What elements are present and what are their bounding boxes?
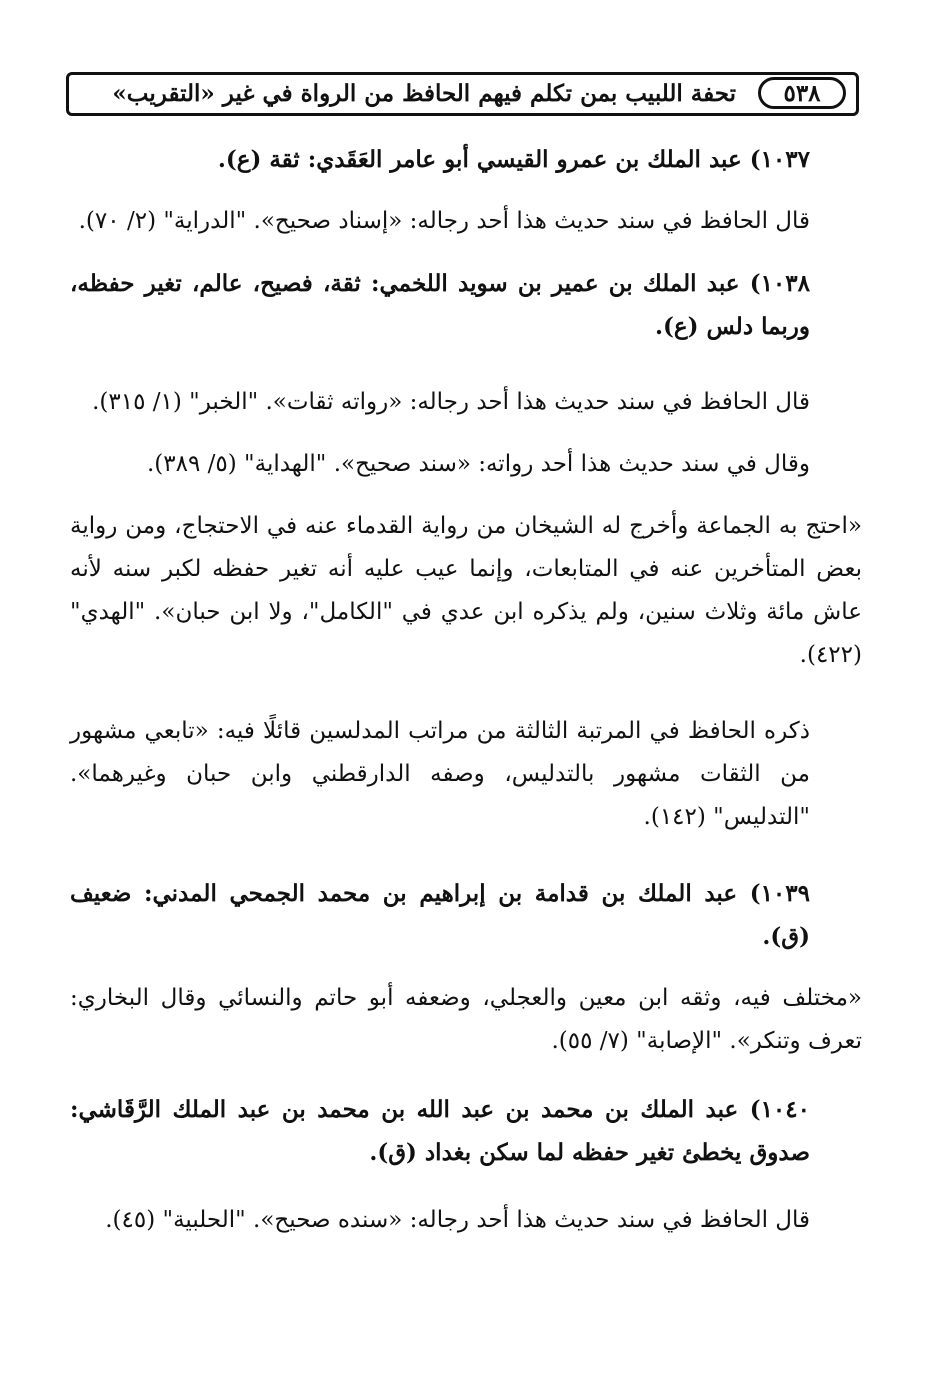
page-body xyxy=(70,138,862,1242)
note-1038-hidaya: وقال في سند حديث هذا أحد رواته: «سند صحيح». "الهداية" (٥/ ٣٨٩). xyxy=(146,451,810,477)
note-1038-khabar: قال الحافظ في سند حديث هذا أحد رجاله: «رواته ثقات». "الخبر" (١/ ٣١٥). xyxy=(92,389,810,415)
entry-1037: ١٠٣٧) عبد الملك بن عمرو القيسي أبو عامر العَقَدي: ثقة (ع). xyxy=(217,146,810,173)
note-1038-tadlis: ذكره الحافظ في المرتبة الثالثة من مراتب المدلسين قائلًا فيه: «تابعي مشهور من الثقات مشهور بالتدليس، وصفه الدارقطني وابن حبان وغيرهما». "التدليس" (١٤٢). xyxy=(70,718,810,830)
header-title: تحفة اللبيب بمن تكلم فيهم الحافظ من الرواة في غير «التقريب» xyxy=(112,80,736,107)
note-1038-hady: «احتج به الجماعة وأخرج له الشيخان من رواية القدماء عنه في الاحتجاج، ومن رواية بعض المتأخرين عنه في المتابعات، وإنما عيب عليه أنه تغير حفظه لكبر سنه لأنه عاش مائة وثلاث سنين، ولم يذكره ابن عدي في "الكامل"، ولا ابن حبان». "الهدي" (٤٢٢). xyxy=(70,513,862,668)
note-1037: قال الحافظ في سند حديث هذا أحد رجاله: «إسناد صحيح». "الدراية" (٢/ ٧٠). xyxy=(78,208,810,234)
entry-1038: ١٠٣٨) عبد الملك بن عمير بن سويد اللخمي: ثقة، فصيح، عالم، تغير حفظه، وربما دلس (ع). xyxy=(70,270,810,340)
running-header xyxy=(66,72,859,116)
note-1039: «مختلف فيه، وثقه ابن معين والعجلي، وضعفه أبو حاتم والنسائي وقال البخاري: تعرف وتنكر». "الإصابة" (٧/ ٥٥). xyxy=(70,985,862,1054)
entry-1040: ١٠٤٠) عبد الملك بن محمد بن عبد الله بن محمد بن عبد الملك الرَّقَاشي: صدوق يخطئ تغير حفظه لما سكن بغداد (ق). xyxy=(70,1096,810,1166)
page-number: ٥٣٨ xyxy=(758,77,846,109)
entry-1039: ١٠٣٩) عبد الملك بن قدامة بن إبراهيم بن محمد الجمحي المدني: ضعيف (ق). xyxy=(70,880,810,950)
note-1040: قال الحافظ في سند حديث هذا أحد رجاله: «سنده صحيح». "الحلبية" (٤٥). xyxy=(105,1207,810,1233)
